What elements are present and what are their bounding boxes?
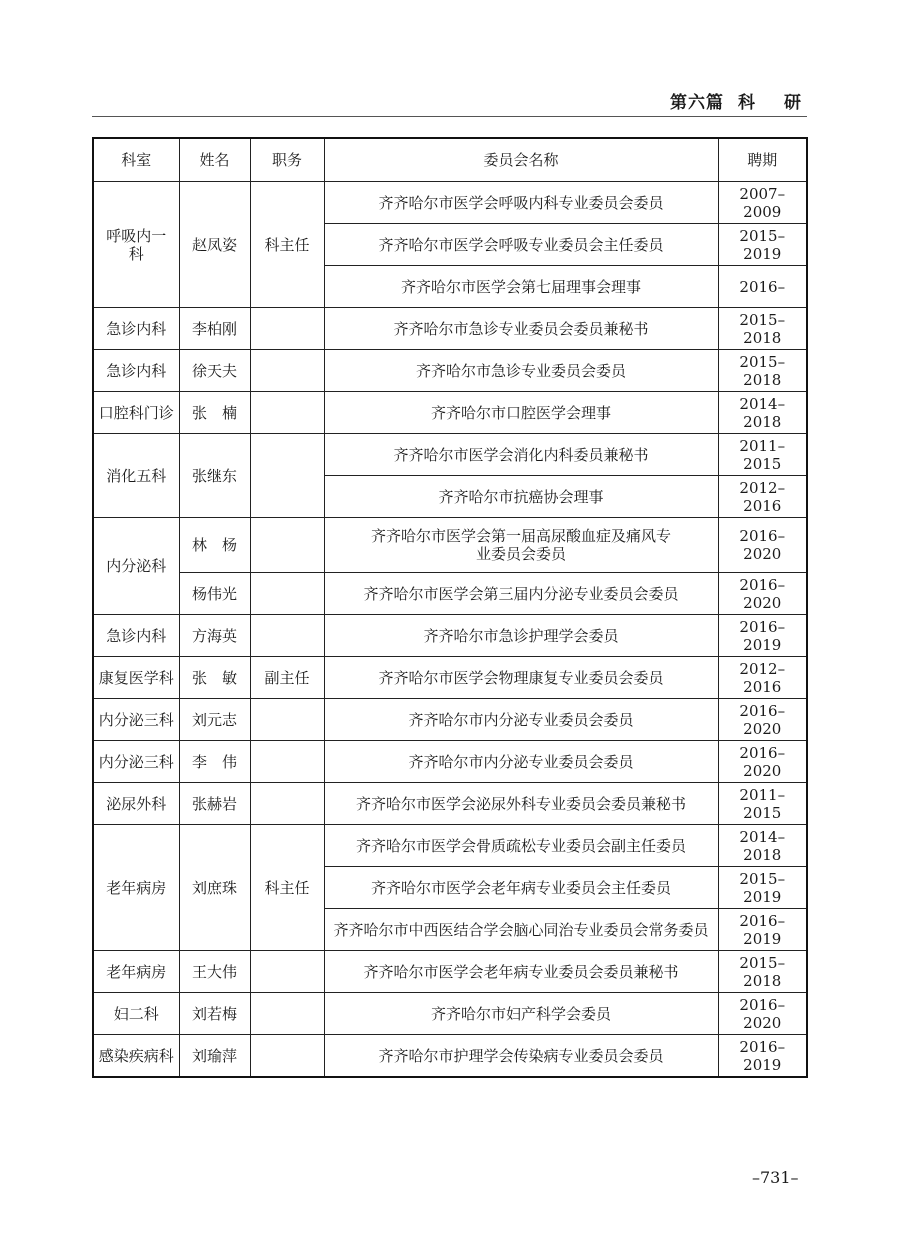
post-cell — [250, 308, 324, 350]
table-row — [93, 434, 807, 476]
table-row — [93, 783, 807, 825]
dept-cell: 呼吸内一科 — [93, 182, 179, 308]
name-cell: 张 楠 — [179, 392, 250, 434]
running-header — [670, 88, 802, 113]
term-cell: 2015–2019 — [718, 224, 807, 266]
post-cell — [250, 615, 324, 657]
term-cell: 2016–2019 — [718, 1035, 807, 1078]
table-body — [93, 182, 807, 1078]
table-row — [93, 392, 807, 434]
post-cell — [250, 783, 324, 825]
post-cell — [250, 573, 324, 615]
term-cell: 2016–2019 — [718, 615, 807, 657]
term-cell: 2014–2018 — [718, 392, 807, 434]
name-cell: 张继东 — [179, 434, 250, 518]
part-label: 第六篇 — [670, 93, 724, 113]
committee-cell: 齐齐哈尔市医学会泌尿外科专业委员会委员兼秘书 — [324, 783, 718, 825]
post-cell: 科主任 — [250, 182, 324, 308]
term-cell: 2011–2015 — [718, 783, 807, 825]
table-row — [93, 825, 807, 867]
name-cell: 张 敏 — [179, 657, 250, 699]
column-header-dept: 科室 — [93, 138, 179, 182]
name-cell: 赵凤姿 — [179, 182, 250, 308]
column-header-post: 职务 — [250, 138, 324, 182]
committee-cell: 齐齐哈尔市内分泌专业委员会委员 — [324, 699, 718, 741]
term-cell: 2016–2020 — [718, 993, 807, 1035]
dept-cell: 消化五科 — [93, 434, 179, 518]
name-cell: 刘庶珠 — [179, 825, 250, 951]
dept-cell: 急诊内科 — [93, 308, 179, 350]
term-cell: 2015–2018 — [718, 951, 807, 993]
committee-cell: 齐齐哈尔市内分泌专业委员会委员 — [324, 741, 718, 783]
column-header-name: 姓名 — [179, 138, 250, 182]
committee-cell: 齐齐哈尔市抗癌协会理事 — [324, 476, 718, 518]
table-row — [93, 657, 807, 699]
term-cell: 2016–2020 — [718, 573, 807, 615]
dept-cell: 内分泌科 — [93, 518, 179, 615]
table-row — [93, 699, 807, 741]
committee-cell: 齐齐哈尔市口腔医学会理事 — [324, 392, 718, 434]
name-cell: 刘瑜萍 — [179, 1035, 250, 1078]
name-cell: 徐天夫 — [179, 350, 250, 392]
term-cell: 2011–2015 — [718, 434, 807, 476]
name-cell: 杨伟光 — [179, 573, 250, 615]
term-cell: 2016–2020 — [718, 699, 807, 741]
term-cell: 2015–2019 — [718, 867, 807, 909]
dept-cell: 泌尿外科 — [93, 783, 179, 825]
committee-cell: 齐齐哈尔市中西医结合学会脑心同治专业委员会常务委员 — [324, 909, 718, 951]
name-cell: 刘若梅 — [179, 993, 250, 1035]
header-rule — [92, 116, 807, 117]
table-header-row — [93, 138, 807, 182]
committee-cell: 齐齐哈尔市护理学会传染病专业委员会委员 — [324, 1035, 718, 1078]
term-cell: 2012–2016 — [718, 476, 807, 518]
section-title-char-2: 研 — [784, 93, 802, 113]
table-row — [93, 308, 807, 350]
term-cell: 2015–2018 — [718, 350, 807, 392]
table-row — [93, 518, 807, 573]
post-cell — [250, 350, 324, 392]
committee-cell: 齐齐哈尔市医学会第三届内分泌专业委员会委员 — [324, 573, 718, 615]
post-cell — [250, 518, 324, 573]
committee-cell: 齐齐哈尔市医学会物理康复专业委员会委员 — [324, 657, 718, 699]
table-row — [93, 573, 807, 615]
dept-cell: 内分泌三科 — [93, 741, 179, 783]
post-cell — [250, 392, 324, 434]
table-row — [93, 1035, 807, 1078]
post-cell — [250, 951, 324, 993]
post-cell: 副主任 — [250, 657, 324, 699]
committee-cell: 齐齐哈尔市医学会老年病专业委员会主任委员 — [324, 867, 718, 909]
dept-cell: 妇二科 — [93, 993, 179, 1035]
name-cell: 李柏刚 — [179, 308, 250, 350]
term-cell: 2016–2019 — [718, 909, 807, 951]
name-cell: 刘元志 — [179, 699, 250, 741]
term-cell: 2016– — [718, 266, 807, 308]
dept-cell: 口腔科门诊 — [93, 392, 179, 434]
table-row — [93, 993, 807, 1035]
name-cell: 方海英 — [179, 615, 250, 657]
committee-cell: 齐齐哈尔市急诊专业委员会委员兼秘书 — [324, 308, 718, 350]
post-cell: 科主任 — [250, 825, 324, 951]
committee-cell: 齐齐哈尔市急诊专业委员会委员 — [324, 350, 718, 392]
dept-cell: 老年病房 — [93, 951, 179, 993]
post-cell — [250, 1035, 324, 1078]
table-row — [93, 615, 807, 657]
term-cell: 2007–2009 — [718, 182, 807, 224]
name-cell: 王大伟 — [179, 951, 250, 993]
committee-cell: 齐齐哈尔市医学会第七届理事会理事 — [324, 266, 718, 308]
post-cell — [250, 699, 324, 741]
committee-cell: 齐齐哈尔市医学会老年病专业委员会委员兼秘书 — [324, 951, 718, 993]
post-cell — [250, 741, 324, 783]
term-cell: 2012–2016 — [718, 657, 807, 699]
table-row — [93, 182, 807, 224]
committee-cell: 齐齐哈尔市医学会呼吸内科专业委员会委员 — [324, 182, 718, 224]
committee-cell: 齐齐哈尔市妇产科学会委员 — [324, 993, 718, 1035]
term-cell: 2016–2020 — [718, 741, 807, 783]
post-cell — [250, 993, 324, 1035]
section-title-char-1: 科 — [738, 93, 756, 113]
post-cell — [250, 434, 324, 518]
dept-cell: 内分泌三科 — [93, 699, 179, 741]
dept-cell: 老年病房 — [93, 825, 179, 951]
table-row — [93, 350, 807, 392]
table-row — [93, 951, 807, 993]
term-cell: 2014–2018 — [718, 825, 807, 867]
column-header-committee: 委员会名称 — [324, 138, 718, 182]
dept-cell: 急诊内科 — [93, 350, 179, 392]
committee-cell: 齐齐哈尔市医学会第一届高尿酸血症及痛风专业委员会委员 — [324, 518, 718, 573]
term-cell: 2016–2020 — [718, 518, 807, 573]
dept-cell: 急诊内科 — [93, 615, 179, 657]
name-cell: 李 伟 — [179, 741, 250, 783]
term-cell: 2015–2018 — [718, 308, 807, 350]
committee-cell: 齐齐哈尔市医学会骨质疏松专业委员会副主任委员 — [324, 825, 718, 867]
column-header-term: 聘期 — [718, 138, 807, 182]
committee-cell: 齐齐哈尔市急诊护理学会委员 — [324, 615, 718, 657]
name-cell: 林 杨 — [179, 518, 250, 573]
dept-cell: 感染疾病科 — [93, 1035, 179, 1078]
table-row — [93, 741, 807, 783]
dept-cell: 康复医学科 — [93, 657, 179, 699]
page-number: –731– — [752, 1168, 799, 1187]
name-cell: 张赫岩 — [179, 783, 250, 825]
committee-cell: 齐齐哈尔市医学会呼吸专业委员会主任委员 — [324, 224, 718, 266]
committee-table — [92, 137, 808, 1078]
committee-cell: 齐齐哈尔市医学会消化内科委员兼秘书 — [324, 434, 718, 476]
